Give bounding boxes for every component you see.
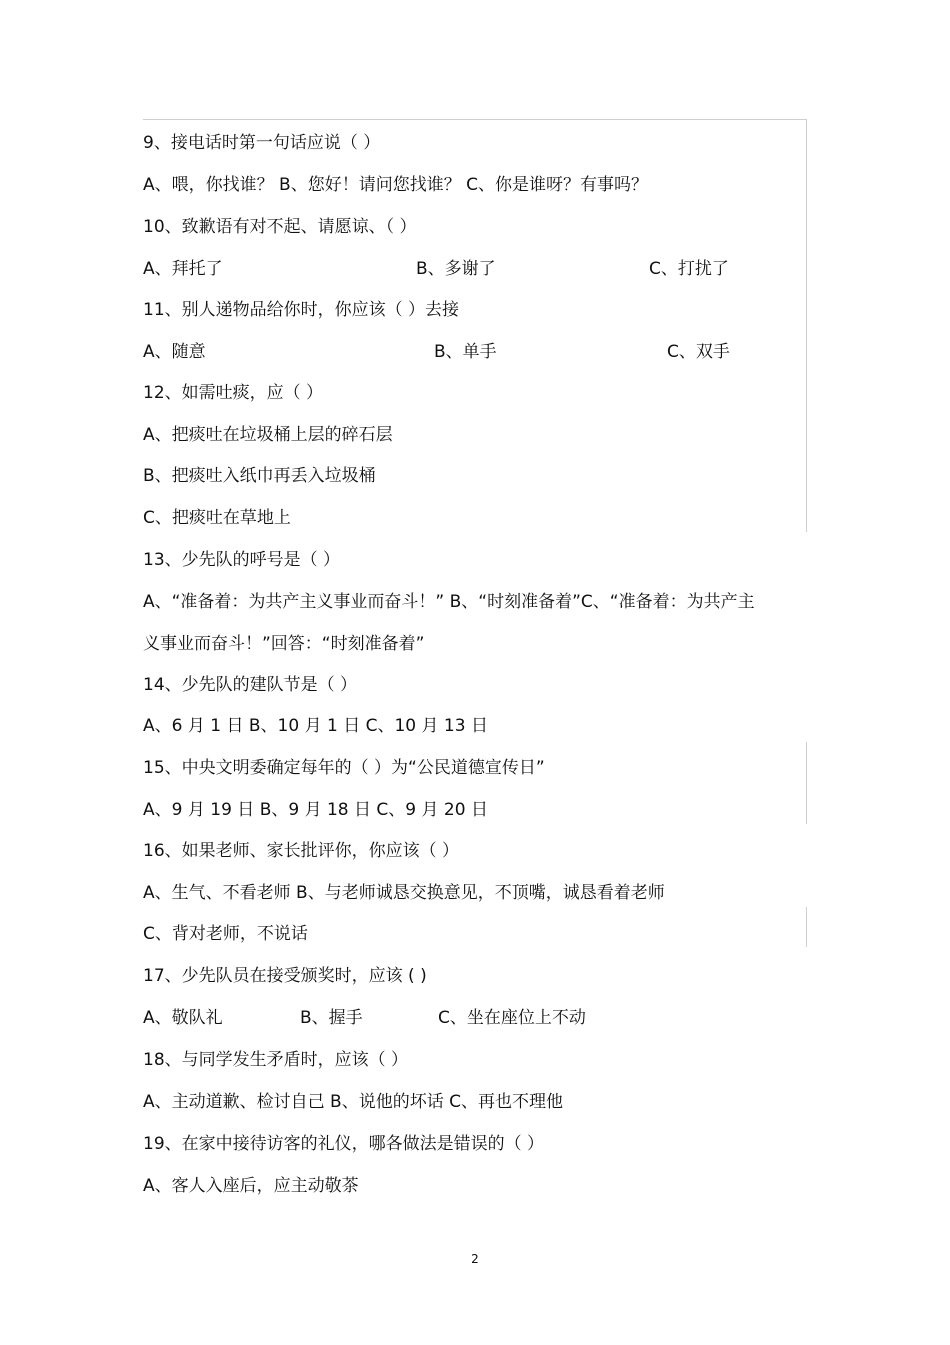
option-text: A、随意 <box>143 342 206 362</box>
question-text: 16、如果老师、家长批评你，你应该（ ） <box>143 841 460 861</box>
question-text: 9、接电话时第一句话应说（ ） <box>143 133 381 153</box>
answer-option-text: B、把痰吐入纸巾再丢入垃圾桶 <box>143 466 376 486</box>
question-text: 17、少先队员在接受颁奖时，应该 ( ) <box>143 966 427 986</box>
option-row <box>143 340 808 366</box>
page-number: 2 <box>471 1252 479 1266</box>
option-text: A、拜托了 <box>143 259 223 279</box>
question-text: 15、中央文明委确定每年的（ ）为“公民道德宣传日” <box>143 758 545 778</box>
answer-option-text: A、主动道歉、检讨自己 B、说他的坏话 C、再也不理他 <box>143 1092 563 1112</box>
option-text: B、单手 <box>434 342 497 362</box>
top-border-line <box>143 119 807 120</box>
option-text: B、多谢了 <box>416 259 496 279</box>
question-text: 11、别人递物品给你时，你应该（ ）去接 <box>143 300 460 320</box>
answer-option-text: A、6 月 1 日 B、10 月 1 日 C、10 月 13 日 <box>143 716 488 736</box>
question-text: 19、在家中接待访客的礼仪，哪各做法是错误的（ ） <box>143 1134 545 1154</box>
option-row <box>143 257 808 283</box>
answer-option-text: A、把痰吐在垃圾桶上层的碎石层 <box>143 425 393 445</box>
answer-option-text: C、把痰吐在草地上 <box>143 508 291 528</box>
option-row <box>143 1006 808 1032</box>
answer-option-text: A、9 月 19 日 B、9 月 18 日 C、9 月 20 日 <box>143 800 488 820</box>
answer-option-text: A、生气、不看老师 B、与老师诚恳交换意见，不顶嘴，诚恳看着老师 <box>143 883 665 903</box>
answer-option-text: A、“准备着：为共产主义事业而奋斗！” B、“时刻准备着”C、“准备着：为共产主 <box>143 592 755 612</box>
option-text: C、打扰了 <box>649 259 729 279</box>
question-text: 14、少先队的建队节是（ ） <box>143 675 358 695</box>
question-text: 13、少先队的呼号是（ ） <box>143 550 341 570</box>
answer-option-text: A、喂，你找谁？ B、您好！请问您找谁？ C、你是谁呀？有事吗？ <box>143 175 648 195</box>
answer-option-text: C、背对老师，不说话 <box>143 924 308 944</box>
option-text: C、双手 <box>667 342 730 362</box>
option-text: A、敬队礼 <box>143 1008 223 1028</box>
question-text: 18、与同学发生矛盾时，应该（ ） <box>143 1050 409 1070</box>
answer-option-text: A、客人入座后，应主动敬茶 <box>143 1176 359 1196</box>
question-text: 10、致歉语有对不起、请愿谅、（ ） <box>143 217 417 237</box>
option-text: C、坐在座位上不动 <box>438 1008 586 1028</box>
question-text: 12、如需吐痰，应（ ） <box>143 383 324 403</box>
answer-option-text: 义事业而奋斗！”回答：“时刻准备着” <box>143 634 425 654</box>
option-text: B、握手 <box>300 1008 363 1028</box>
